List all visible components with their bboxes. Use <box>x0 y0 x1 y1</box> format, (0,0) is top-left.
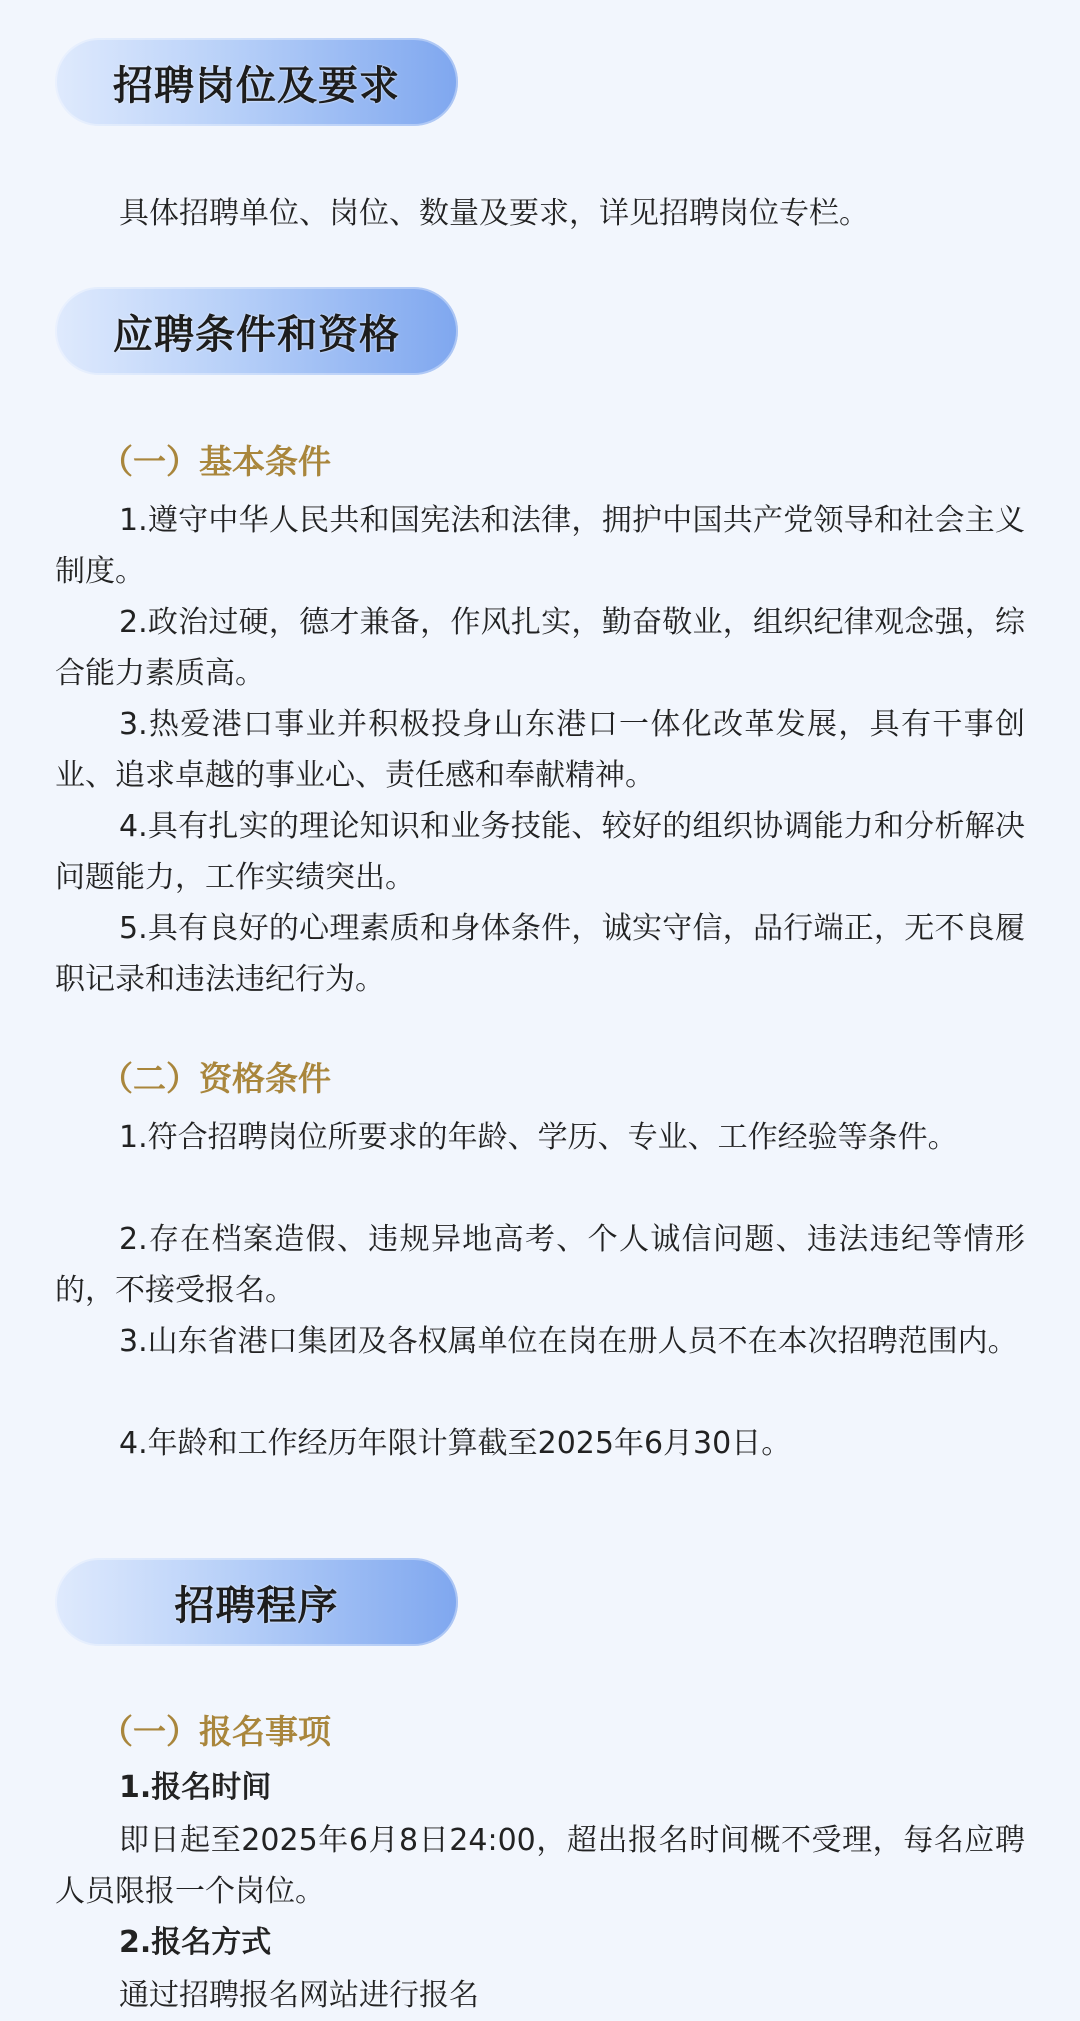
eligibility-item-2: 2.存在档案造假、违规异地高考、个人诚信问题、违法违纪等情形的，不接受报名。 <box>55 1222 1025 1308</box>
eligibility-item-1: 1.符合招聘岗位所要求的年龄、学历、专业、工作经验等条件。 <box>119 1120 958 1155</box>
registration-time-text: 即日起至2025年6月8日24:00，超出报名时间概不受理，每名应聘人员限报一个岗位。 <box>55 1823 1025 1909</box>
section-title: 应聘条件和资格 <box>113 311 400 358</box>
basic-item-4: 4.具有扎实的理论知识和业务技能、较好的组织协调能力和分析解决问题能力，工作实绩突出。 <box>55 809 1025 895</box>
basic-conditions-heading: （一）基本条件 <box>100 442 331 481</box>
basic-item-5: 5.具有良好的心理素质和身体条件，诚实守信，品行端正，无不良履职记录和违法违纪行为。 <box>55 911 1025 997</box>
registration-heading: （一）报名事项 <box>100 1712 331 1751</box>
registration-time-label: 1.报名时间 <box>119 1770 272 1805</box>
section-title: 招聘岗位及要求 <box>113 62 400 109</box>
eligibility-item-3: 3.山东省港口集团及各权属单位在岗在册人员不在本次招聘范围内。 <box>119 1324 1018 1359</box>
eligibility-heading: （二）资格条件 <box>100 1059 331 1098</box>
section-header-qualifications <box>55 287 458 375</box>
eligibility-item-4: 4.年龄和工作经历年限计算截至2025年6月30日。 <box>119 1426 792 1461</box>
basic-item-2: 2.政治过硬，德才兼备，作风扎实，勤奋敬业，组织纪律观念强，综合能力素质高。 <box>55 605 1025 691</box>
basic-item-1: 1.遵守中华人民共和国宪法和法律，拥护中国共产党领导和社会主义制度。 <box>55 503 1025 589</box>
positions-text: 具体招聘单位、岗位、数量及要求，详见招聘岗位专栏。 <box>119 196 869 231</box>
basic-item-3: 3.热爱港口事业并积极投身山东港口一体化改革发展，具有干事创业、追求卓越的事业心、责任感和奉献精神。 <box>55 707 1025 793</box>
section-header-procedure <box>55 1558 458 1646</box>
section-header-positions <box>55 38 458 126</box>
registration-method-label: 2.报名方式 <box>119 1925 272 1960</box>
registration-method-text: 通过招聘报名网站进行报名 <box>119 1978 479 2013</box>
section-title: 招聘程序 <box>174 1582 339 1629</box>
